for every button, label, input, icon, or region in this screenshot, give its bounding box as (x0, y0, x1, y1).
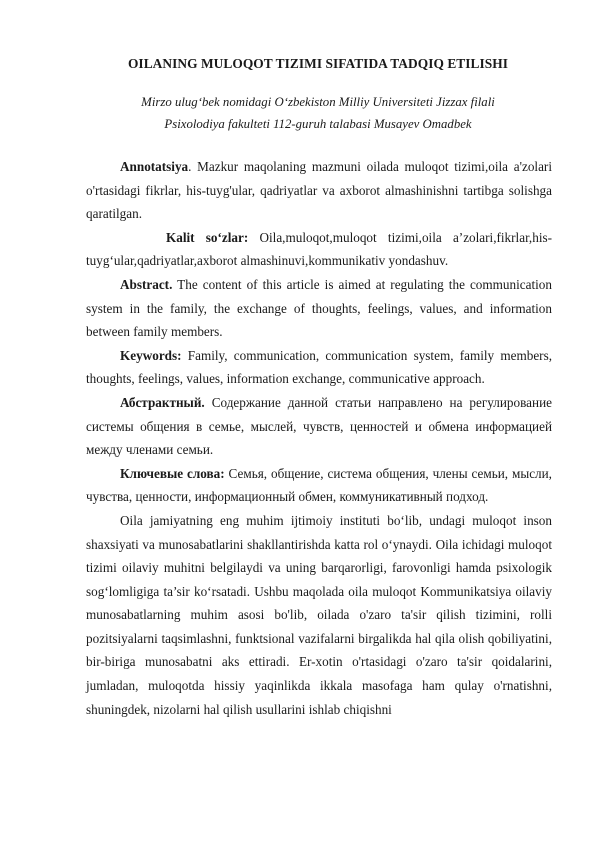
affiliation-line-2: Psixolodiya fakulteti 112-guruh talabasi Musayev Omadbek (164, 117, 472, 131)
annotatsiya-paragraph (86, 155, 552, 226)
abstract-text: The content of this article is aimed at regulating the communication system in the family, the exchange of thoughts, feelings, values, and information between family members. (86, 276, 552, 340)
abstract-label: Abstract. (120, 276, 173, 292)
annotatsiya-label: Annotatsiya (120, 159, 189, 174)
abstraktny-text: Содержание данной статьи направлено на регулирование системы общения в семье, мыслей, чувств, ценностей и обмена информацией между членами семьи. (86, 394, 552, 458)
kalit-paragraph (86, 226, 552, 273)
kalit-text: Oila,muloqot,muloqot tizimi,oila a’zolari,fikrlar,his-tuyg‘ular,qadriyatlar,axborot almashinuvi,kommunikativ yondashuv. (86, 229, 553, 269)
klyuchevye-paragraph (86, 462, 552, 509)
abstraktny-label: Абстрактный. (120, 394, 205, 410)
article-body (86, 155, 552, 721)
affiliation-line-1: Mirzo ulug‘bek nomidagi O‘zbekiston Milliy Universiteti Jizzax filali (141, 95, 495, 109)
klyuchevye-label: Ключевые слова: (120, 465, 225, 481)
abstract-paragraph (86, 273, 552, 344)
klyuchevye-text: Семья, общение, система общения, члены семьи, мысли, чувства, ценности, информационный обмен, коммуникативный подход. (86, 465, 552, 505)
abstraktny-paragraph (86, 391, 552, 462)
keywords-text: Family, communication, communication system, family members, thoughts, feelings, values, information exchange, communicative approach. (86, 347, 552, 387)
paper-title: OILANING MULOQOT TIZIMI SIFATIDA TADQIQ ETILISHI (127, 56, 509, 71)
main-paragraph: Oila jamiyatning eng muhim ijtimoiy instituti bo‘lib, undagi muloqot inson shaxsiyati va munosabatlarini shakllantirishda katta rol o‘ynaydi. Oila ichidagi muloqot tizimi oilaviy muhitni belgilaydi va uning barqarorligi, farovonligi hamda psixologik sog‘lomligiga ta’sir ko‘rsatadi. Ushbu maqolada oila muloqot Kommunikatsiya oilaviy munosabatlarning muhim asosi bo'lib, oilada o'zaro ta'sir qilish tizimini, rolli pozitsiyalarni taqsimlashni, funktsional vazifalarni birgalikda hal qila olish qobiliyatini, bir-biriga munosabatni aks ettiradi. Er-xotin o'rtasidagi o'zaro ta'sir qoidalarini, jumladan, muloqotda hissiy yaqinlikda ikkala masofaga ham qulay o'rnatishni, shuningdek, nizolarni hal qilish usullarini ishlab chiqishni (86, 512, 552, 717)
annotatsiya-text: . Mazkur maqolaning mazmuni oilada muloqot tizimi,oila a'zolari o'rtasidagi fikrlar, his-tuyg'ular, qadriyatlar va axborot almashinishni tartibga solishga qaratilgan. (86, 159, 552, 222)
keywords-label: Keywords: (120, 347, 182, 363)
keywords-paragraph (86, 344, 552, 391)
kalit-label: Kalit so‘zlar: (166, 229, 249, 245)
